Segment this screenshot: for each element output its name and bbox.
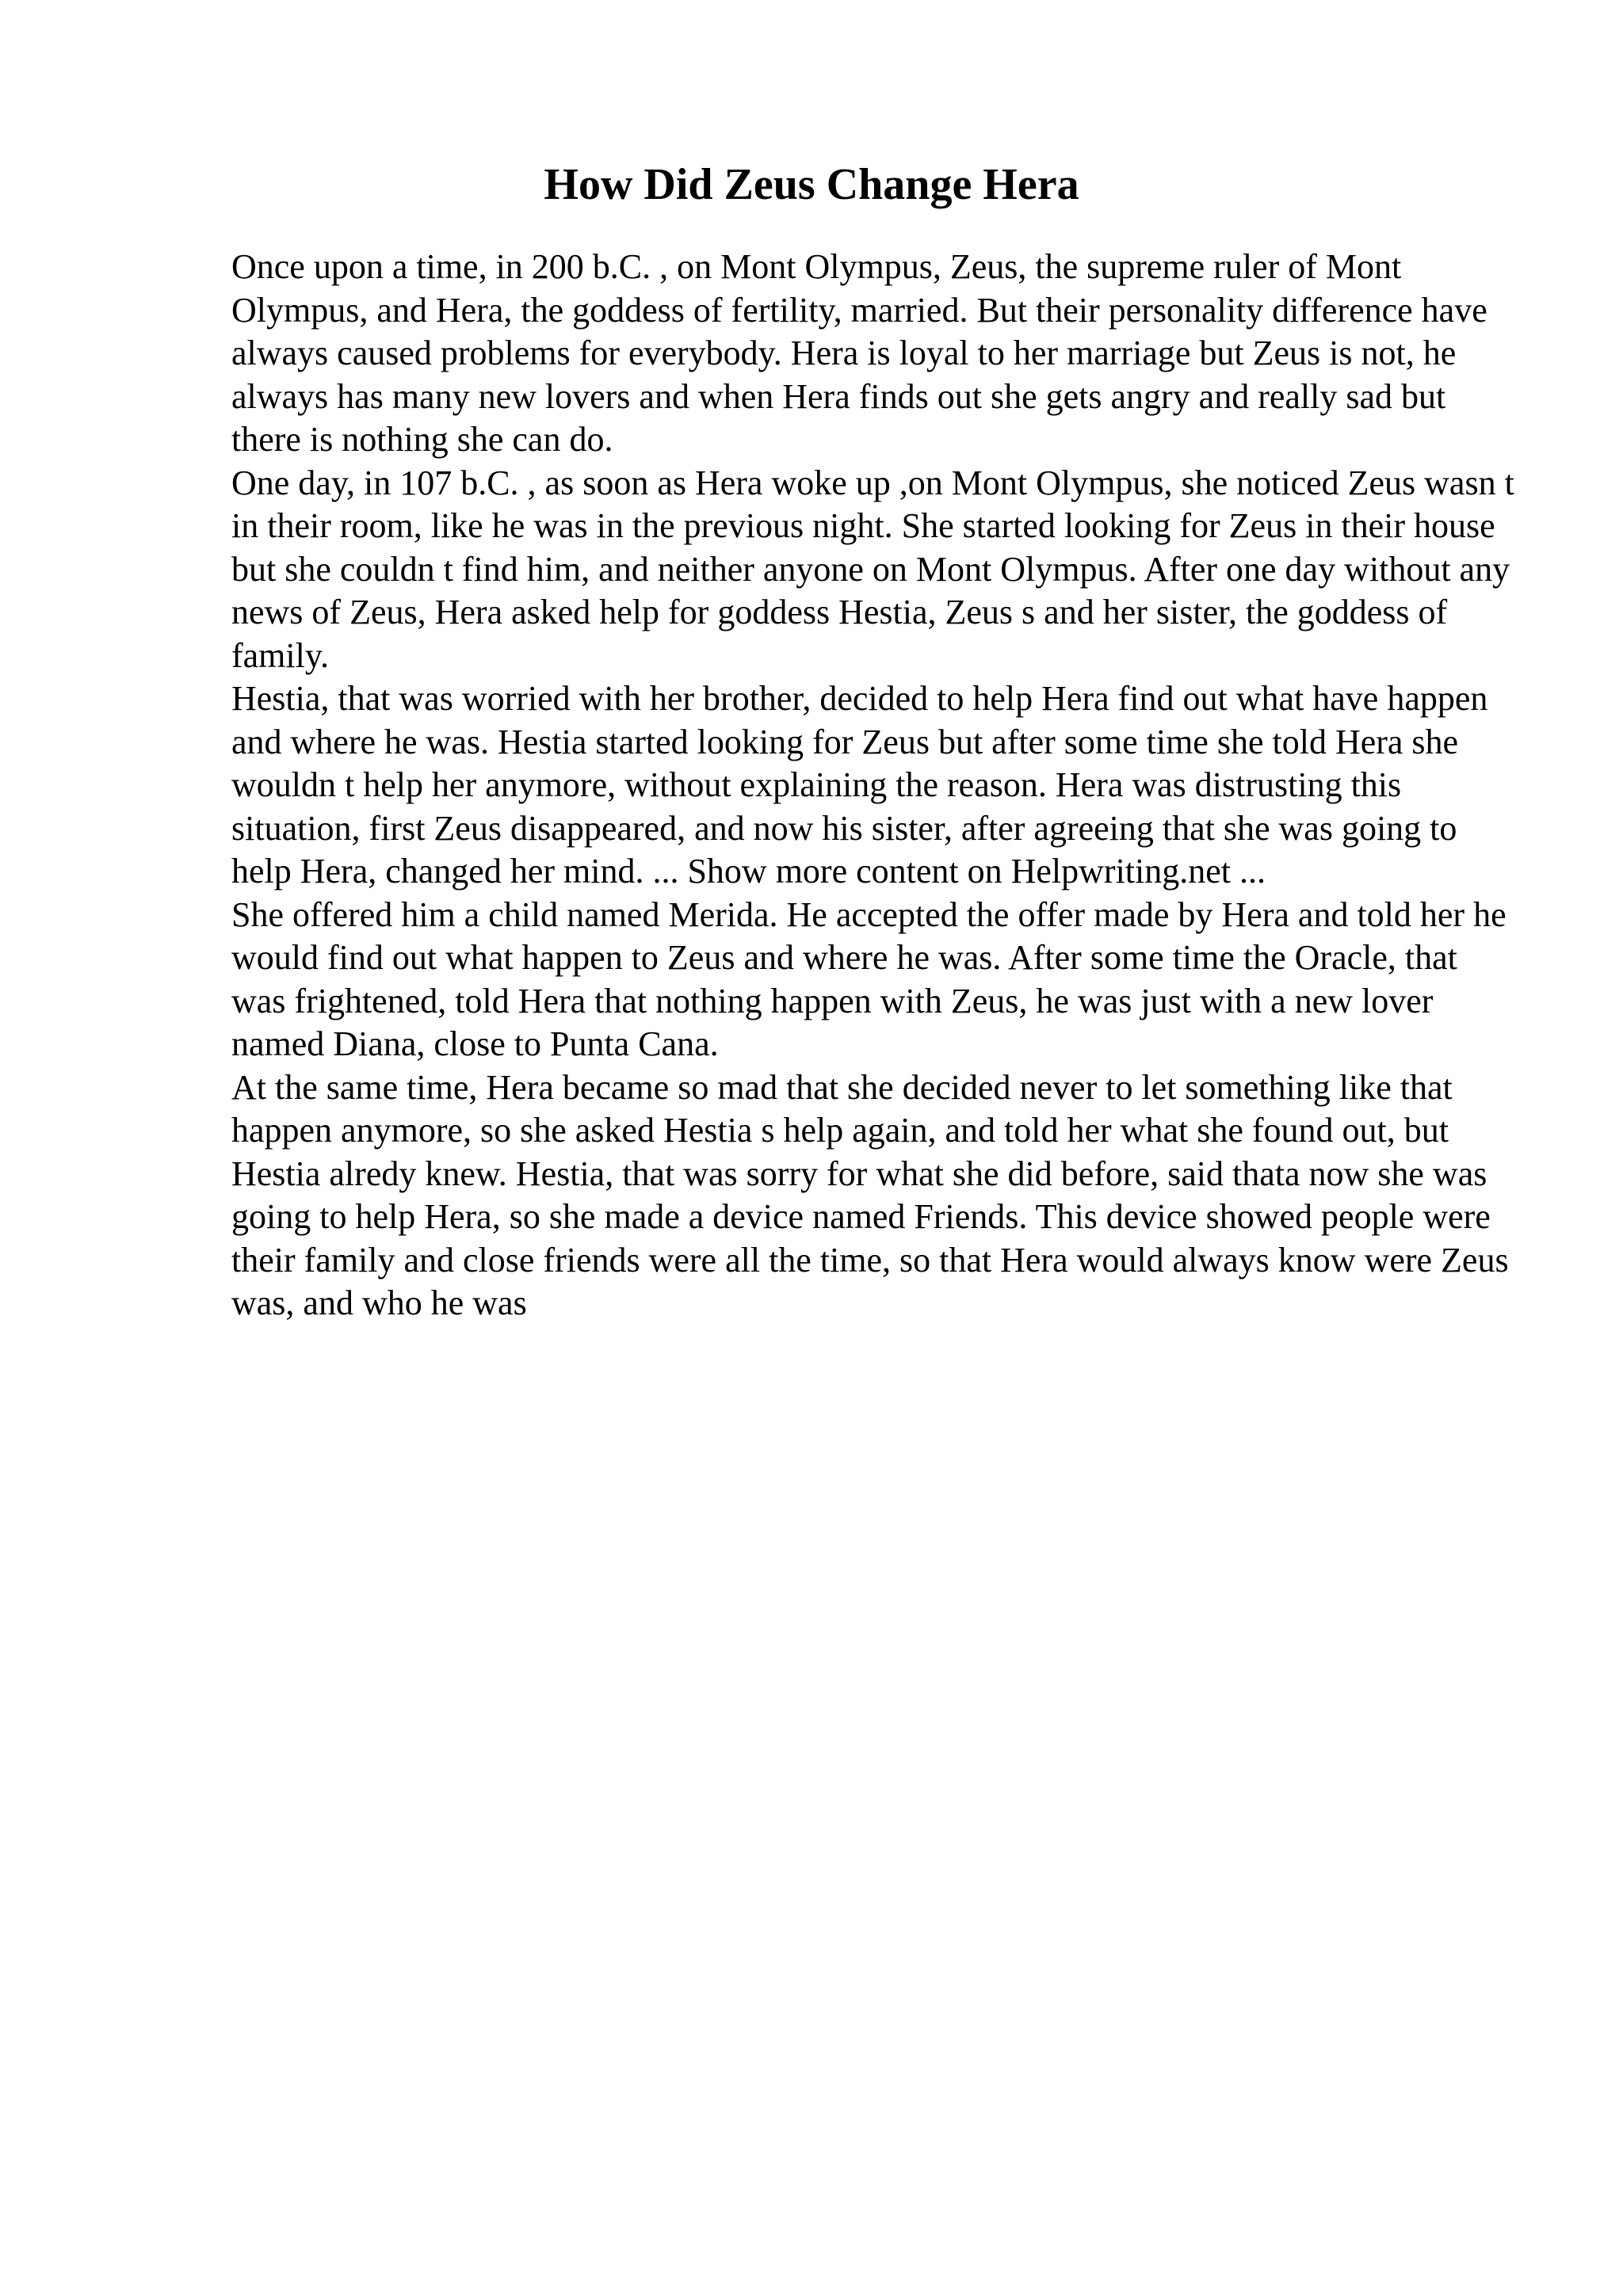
document-body [231,246,1515,1325]
paragraph-5: At the same time, Hera became so mad that she decided never to let something like that happen anymore, so she asked Hestia s help again, and told her what she found out, but Hestia alredy knew. Hestia, that was sorry for what she did before, said thata now she was going to help Hera, so she made a device named Friends. This device showed people were their family and close friends were all the time, so that Hera would always know were Zeus was, and who he was [231,1067,1509,1322]
paragraph-2: One day, in 107 b.C. , as soon as Hera woke up ,on Mont Olympus, she noticed Zeus wasn t in their room, like he was in the previous night. She started looking for Zeus in their house but she couldn t find him, and neither anyone on Mont Olympus. After one day without any news of Zeus, Hera asked help for goddess Hestia, Zeus s and her sister, the goddess of family. [231,463,1514,675]
document-title: How Did Zeus Change Hera [544,160,1079,209]
paragraph-1: Once upon a time, in 200 b.C. , on Mont Olympus, Zeus, the supreme ruler of Mont Olympus, and Hera, the goddess of fertility, married. But their personality difference have always caused problems for everybody. Hera is loyal to her marriage but Zeus is not, he always has many new lovers and when Hera finds out she gets angry and really sad but there is nothing she can do. [231,247,1487,459]
paragraph-4: She offered him a child named Merida. He accepted the offer made by Hera and told her he would find out what happen to Zeus and where he was. After some time the Oracle, that was frightened, told Hera that nothing happen with Zeus, he was just with a new lover named Diana, close to Punta Cana. [231,894,1507,1063]
paragraph-3: Hestia, that was worried with her brother, decided to help Hera find out what have happen and where he was. Hestia started looking for Zeus but after some time she told Hera she wouldn t help her anymore, without explaining the reason. Hera was distrusting this situation, first Zeus disappeared, and now his sister, after agreeing that she was going to help Hera, changed her mind. ... Show more content on Helpwriting.net ... [231,679,1488,891]
